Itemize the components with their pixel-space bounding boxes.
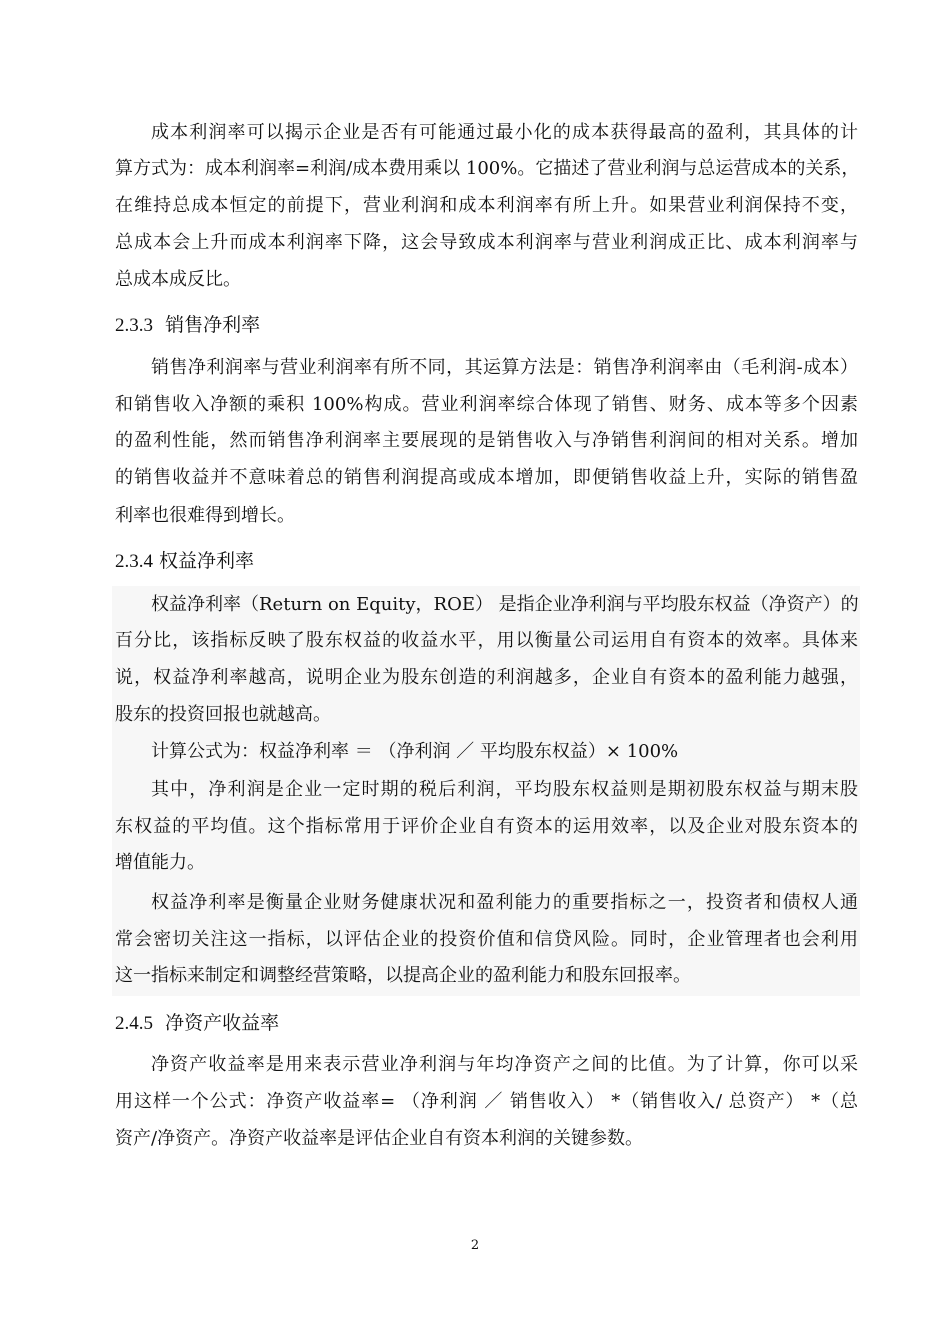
heading-number: 2.3.4 bbox=[115, 551, 153, 572]
text-line: 这一指标来制定和调整经营策略，以提高企业的盈利能力和股东回报率。 bbox=[115, 965, 691, 986]
text-line: 的销售收益并不意味着总的销售利润提高或成本增加，即便销售收益上升，实际的销售盈 bbox=[115, 467, 858, 488]
text-line: 成本利润率可以揭示企业是否有可能通过最小化的成本获得最高的盈利，其具体的计 bbox=[151, 122, 858, 143]
text-line: 利率也很难得到增长。 bbox=[115, 505, 295, 526]
text-line: 权益净利率是衡量企业财务健康状况和盈利能力的重要指标之一，投资者和债权人通 bbox=[151, 892, 858, 913]
section-heading-2-3-4 bbox=[115, 548, 254, 575]
page-number: 2 bbox=[470, 1238, 480, 1253]
heading-number: 2.4.5 bbox=[115, 1013, 153, 1034]
text-line: 股东的投资回报也就越高。 bbox=[115, 704, 331, 725]
text-line: 和销售收入净额的乘积 100%构成。营业利润率综合体现了销售、财务、成本等多个因素 bbox=[115, 394, 858, 415]
text-line: 权益净利率（Return on Equity，ROE） 是指企业净利润与平均股东权益（净资产）的 bbox=[151, 594, 859, 615]
text-line: 在维持总成本恒定的前提下，营业利润和成本利润率有所上升。如果营业利润保持不变， bbox=[115, 195, 858, 216]
heading-title: 权益净利率 bbox=[159, 550, 255, 572]
section-heading-2-4-5 bbox=[115, 1010, 279, 1037]
text-line: 百分比，该指标反映了股东权益的收益水平，用以衡量公司运用自有资本的效率。具体来 bbox=[115, 630, 858, 651]
text-line: 常会密切关注这一指标，以评估企业的投资价值和信贷风险。同时，企业管理者也会利用 bbox=[115, 929, 858, 950]
heading-number: 2.3.3 bbox=[115, 315, 153, 336]
text-line: 算方式为：成本利润率=利润/成本费用乘以 100%。它描述了营业利润与总运营成本的关系， bbox=[115, 158, 860, 179]
text-line: 净资产收益率是用来表示营业净利润与年均净资产之间的比值。为了计算，你可以采 bbox=[151, 1054, 858, 1075]
text-line: 其中，净利润是企业一定时期的税后利润，平均股东权益则是期初股东权益与期末股 bbox=[151, 779, 858, 800]
heading-title: 销售净利率 bbox=[165, 314, 261, 336]
text-line: 销售净利润率与营业利润率有所不同，其运算方法是：销售净利润率由（毛利润-成本） bbox=[151, 357, 858, 378]
text-line: 说，权益净利率越高，说明企业为股东创造的利润越多，企业自有资本的盈利能力越强， bbox=[115, 667, 858, 688]
text-line: 增值能力。 bbox=[115, 852, 205, 873]
heading-title: 净资产收益率 bbox=[165, 1012, 280, 1034]
text-line: 总成本成反比。 bbox=[115, 269, 241, 290]
text-line: 用这样一个公式：净资产收益率= （净利润 ／ 销售收入） *（销售收入/ 总资产） *（总 bbox=[115, 1091, 858, 1112]
text-line: 总成本会上升而成本利润率下降，这会导致成本利润率与营业利润成正比、成本利润率与 bbox=[115, 232, 858, 253]
roe-formula: 计算公式为：权益净利率 ＝ （净利润 ／ 平均股东权益）× 100% bbox=[151, 741, 679, 762]
text-line: 的盈利性能，然而销售净利润率主要展现的是销售收入与净销售利润间的相对关系。增加 bbox=[115, 430, 858, 451]
text-line: 资产/净资产。净资产收益率是评估企业自有资本利润的关键参数。 bbox=[115, 1128, 644, 1149]
text-line: 东权益的平均值。这个指标常用于评价企业自有资本的运用效率，以及企业对股东资本的 bbox=[115, 816, 858, 837]
section-heading-2-3-3 bbox=[115, 312, 260, 339]
